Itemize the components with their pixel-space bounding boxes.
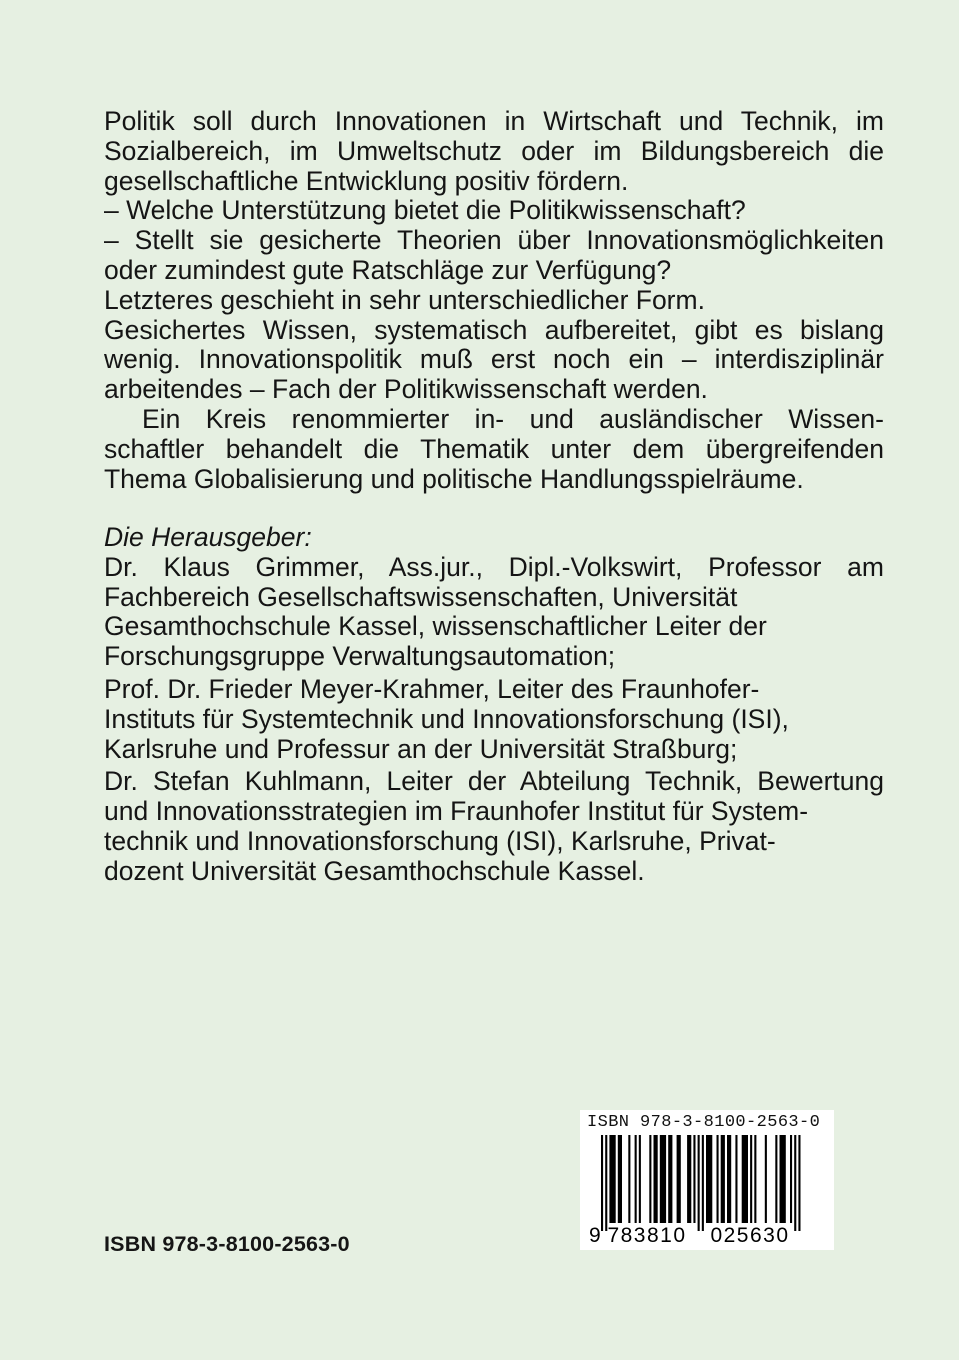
barcode-bar xyxy=(702,1135,704,1231)
barcode-bar xyxy=(790,1135,792,1223)
barcode-bar xyxy=(660,1135,666,1223)
blurb-line: wenig. Innovationspolitik muß erst noch ein – interdisziplinär xyxy=(104,344,884,375)
ean-first-digit: 9 xyxy=(589,1224,601,1247)
barcode-bar xyxy=(677,1135,681,1223)
editor-line: Dr. Klaus Grimmer, Ass.jur., Dipl.-Volkswirt, Professor am xyxy=(104,551,884,582)
barcode-bar xyxy=(750,1135,752,1223)
editor-entry xyxy=(104,675,884,764)
isbn-barcode xyxy=(580,1110,834,1250)
editors-section xyxy=(104,523,884,887)
barcode-bar xyxy=(721,1135,725,1223)
barcode-bar xyxy=(780,1135,786,1223)
blurb-line: Letzteres geschieht in sehr unterschiedlicher Form. xyxy=(104,284,705,315)
barcode-bars xyxy=(601,1135,801,1231)
ean-right-group: 025630 xyxy=(710,1224,790,1247)
editor-line: technik und Innovationsforschung (ISI), Karlsruhe, Privat- xyxy=(104,825,776,856)
barcode-bar xyxy=(754,1135,756,1223)
editor-line: Instituts für Systemtechnik und Innovationsforschung (ISI), xyxy=(104,703,789,734)
editor-line: Karlsruhe und Professur an der Universität Straßburg; xyxy=(104,733,738,764)
editor-line: Dr. Stefan Kuhlmann, Leiter der Abteilung Technik, Bewertung xyxy=(104,766,884,797)
blurb-line: gesellschaftliche Entwicklung positiv fördern. xyxy=(104,165,629,196)
blurb-line: Sozialbereich, im Umweltschutz oder im Bildungsbereich die xyxy=(104,135,884,166)
editor-line: dozent Universität Gesamthochschule Kassel. xyxy=(104,855,645,886)
barcode-bar xyxy=(727,1135,731,1223)
editor-line: und Innovationsstrategien im Fraunhofer Institut für System- xyxy=(104,796,809,827)
barcode-bar xyxy=(717,1135,719,1223)
barcode-bar xyxy=(639,1135,641,1223)
barcode-bar xyxy=(649,1135,651,1223)
barcode-bar xyxy=(775,1135,777,1223)
barcode-bar xyxy=(742,1135,748,1223)
barcode-bar xyxy=(618,1135,622,1223)
barcode-bar xyxy=(605,1135,607,1231)
editor-line: Forschungsgruppe Verwaltungsautomation; xyxy=(104,641,616,672)
editor-line: Fachbereich Gesellschaftswissenschaften, Universität xyxy=(104,581,738,612)
blurb-line: schaftler behandelt die Thematik unter dem übergreifenden xyxy=(104,433,884,464)
barcode-bar xyxy=(798,1135,800,1231)
barcode-bar xyxy=(794,1135,796,1231)
barcode-bar xyxy=(698,1135,700,1231)
ean-left-group: 783810 xyxy=(607,1224,687,1247)
barcode-bar xyxy=(687,1135,691,1223)
blurb-line: Gesichertes Wissen, systematisch aufbereitet, gibt es bislang xyxy=(104,314,884,345)
barcode-bar xyxy=(765,1135,767,1223)
blurb-line: arbeitendes – Fach der Politikwissenschaft werden. xyxy=(104,374,708,405)
barcode-isbn-label: ISBN 978-3-8100-2563-0 xyxy=(587,1113,821,1132)
editor-line: Prof. Dr. Frieder Meyer-Krahmer, Leiter des Fraunhofer- xyxy=(104,673,760,704)
editor-entry xyxy=(104,767,884,886)
blurb-line: Politik soll durch Innovationen in Wirtschaft und Technik, im xyxy=(104,106,884,136)
barcode-bar xyxy=(668,1135,672,1223)
blurb-line: Ein Kreis renommierter in- und ausländischer Wissen- xyxy=(142,403,884,434)
barcode-bar xyxy=(654,1135,658,1223)
blurb-line: – Stellt sie gesicherte Theorien über Innovationsmöglichkeiten xyxy=(104,225,884,256)
blurb-line: oder zumindest gute Ratschläge zur Verfügung? xyxy=(104,254,672,285)
editor-entry xyxy=(104,553,884,672)
barcode-bar xyxy=(609,1135,615,1223)
blurb-text xyxy=(104,107,884,494)
isbn-label: ISBN 978-3-8100-2563-0 xyxy=(104,1232,350,1256)
editors-heading: Die Herausgeber: xyxy=(104,522,312,552)
editor-line: Gesamthochschule Kassel, wissenschaftlicher Leiter der xyxy=(104,611,767,642)
blurb-line: Thema Globalisierung und politische Handlungsspielräume. xyxy=(104,463,804,494)
barcode-bar xyxy=(735,1135,737,1223)
barcode-bar xyxy=(693,1135,695,1223)
barcode-bar xyxy=(601,1135,603,1231)
blurb-line: – Welche Unterstützung bietet die Politikwissenschaft? xyxy=(104,195,746,226)
barcode-bar xyxy=(628,1135,630,1223)
barcode-bar xyxy=(635,1135,637,1223)
barcode-bar xyxy=(706,1135,712,1223)
